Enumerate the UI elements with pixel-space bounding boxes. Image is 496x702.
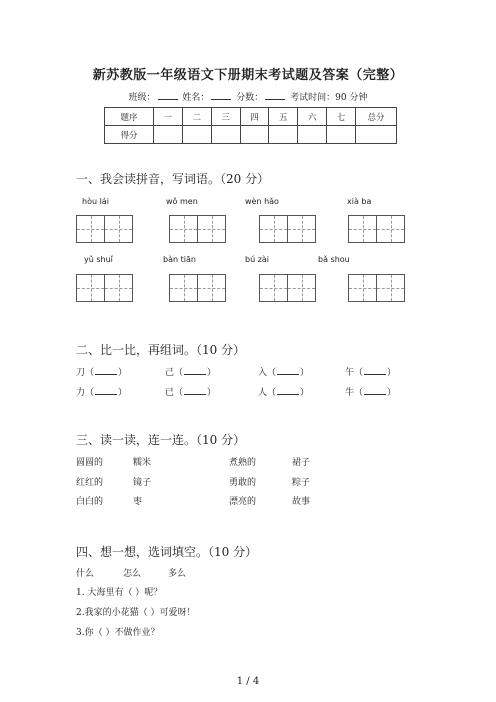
score-label: 分数： bbox=[236, 93, 264, 103]
writing-grid[interactable] bbox=[259, 274, 316, 302]
match-right-noun[interactable]: 故事 bbox=[292, 497, 311, 507]
score-cell: 三 bbox=[211, 108, 240, 126]
name-label: 姓名： bbox=[182, 93, 210, 103]
pinyin-label: bǎ shou bbox=[318, 255, 350, 264]
compare-item[interactable]: 人（ ） bbox=[258, 385, 309, 398]
class-blank bbox=[158, 90, 178, 100]
pinyin-label: yǔ shuǐ bbox=[84, 255, 113, 264]
match-left-adj[interactable]: 红红的 bbox=[76, 478, 104, 488]
writing-grid[interactable] bbox=[259, 215, 316, 243]
score-input-cell[interactable] bbox=[356, 126, 397, 144]
compare-item[interactable]: 牛（ ） bbox=[345, 385, 396, 398]
pinyin-label: bàn tiān bbox=[163, 255, 196, 264]
pinyin-label: hòu lái bbox=[82, 197, 109, 206]
compare-item[interactable]: 刀（ ） bbox=[76, 365, 127, 378]
section1-heading: 一、我会读拼音，写词语。（20 分） bbox=[76, 172, 270, 186]
match-left-adj[interactable]: 白白的 bbox=[76, 497, 104, 507]
section2-heading: 二、比一比，再组词。（10 分） bbox=[76, 343, 246, 357]
score-table-header-row bbox=[105, 108, 397, 126]
page-number: 1 / 4 bbox=[236, 676, 260, 687]
score-input-cell[interactable] bbox=[327, 126, 356, 144]
compare-item[interactable]: 己（ ） bbox=[165, 365, 216, 378]
writing-grid[interactable] bbox=[348, 215, 405, 243]
score-input-cell[interactable] bbox=[240, 126, 269, 144]
pinyin-label: bú zài bbox=[245, 255, 270, 264]
class-label: 班级： bbox=[128, 93, 156, 103]
word-choice: 多么 bbox=[168, 569, 187, 579]
compare-item[interactable]: 力（ ） bbox=[76, 385, 127, 398]
match-right-adj[interactable]: 勇敢的 bbox=[229, 478, 257, 488]
match-left-noun[interactable]: 镜子 bbox=[133, 478, 152, 488]
page-title: 新苏教版一年级语文下册期末考试题及答案（完整） bbox=[92, 68, 404, 83]
score-input-cell[interactable] bbox=[154, 126, 183, 144]
match-right-noun[interactable]: 粽子 bbox=[292, 478, 311, 488]
pinyin-label: xià ba bbox=[347, 197, 372, 206]
fill-question[interactable]: 1. 大海里有（ ）呢？ bbox=[76, 588, 163, 598]
match-right-adj[interactable]: 煮熟的 bbox=[229, 458, 257, 468]
writing-grid[interactable] bbox=[169, 215, 226, 243]
score-input-cell[interactable] bbox=[182, 126, 211, 144]
time-label: 考试时间：90 分钟 bbox=[290, 93, 368, 103]
score-cell: 七 bbox=[327, 108, 356, 126]
writing-grid[interactable] bbox=[76, 274, 133, 302]
match-left-adj[interactable]: 圆圆的 bbox=[76, 458, 104, 468]
pinyin-label: wǒ men bbox=[166, 197, 198, 206]
writing-grid[interactable] bbox=[76, 215, 133, 243]
score-cell: 题序 bbox=[105, 108, 154, 126]
match-left-noun[interactable]: 枣 bbox=[133, 497, 143, 507]
writing-grid[interactable] bbox=[169, 274, 226, 302]
fill-question[interactable]: 3.你（ ）不做作业？ bbox=[76, 628, 160, 638]
score-cell: 五 bbox=[269, 108, 298, 126]
score-input-cell[interactable] bbox=[298, 126, 327, 144]
section4-heading: 四、想一想，选词填空。（10 分） bbox=[76, 545, 258, 559]
compare-item[interactable]: 午（ ） bbox=[345, 365, 396, 378]
pinyin-label: wèn hǎo bbox=[245, 197, 279, 206]
section3-heading: 三、读一读，连一连。（10 分） bbox=[76, 433, 246, 447]
match-right-noun[interactable]: 裙子 bbox=[292, 458, 311, 468]
score-cell: 二 bbox=[182, 108, 211, 126]
match-left-noun[interactable]: 糯米 bbox=[133, 458, 152, 468]
name-blank bbox=[211, 90, 231, 100]
score-table-score-row bbox=[105, 126, 397, 144]
match-right-adj[interactable]: 漂亮的 bbox=[229, 497, 257, 507]
writing-grid[interactable] bbox=[348, 274, 405, 302]
word-choice: 什么 bbox=[76, 569, 95, 579]
student-info-line bbox=[0, 90, 496, 103]
score-input-cell[interactable] bbox=[269, 126, 298, 144]
fill-question[interactable]: 2.我家的小花猫（ ）可爱呀！ bbox=[76, 608, 196, 618]
score-cell: 总分 bbox=[356, 108, 397, 126]
compare-item[interactable]: 已（ ） bbox=[165, 385, 216, 398]
compare-item[interactable]: 入（ ） bbox=[258, 365, 309, 378]
score-cell: 一 bbox=[154, 108, 183, 126]
score-blank bbox=[265, 90, 285, 100]
score-table bbox=[104, 107, 397, 144]
score-row-label: 得分 bbox=[105, 126, 154, 144]
score-input-cell[interactable] bbox=[211, 126, 240, 144]
score-cell: 四 bbox=[240, 108, 269, 126]
word-choice: 怎么 bbox=[123, 569, 142, 579]
score-cell: 六 bbox=[298, 108, 327, 126]
